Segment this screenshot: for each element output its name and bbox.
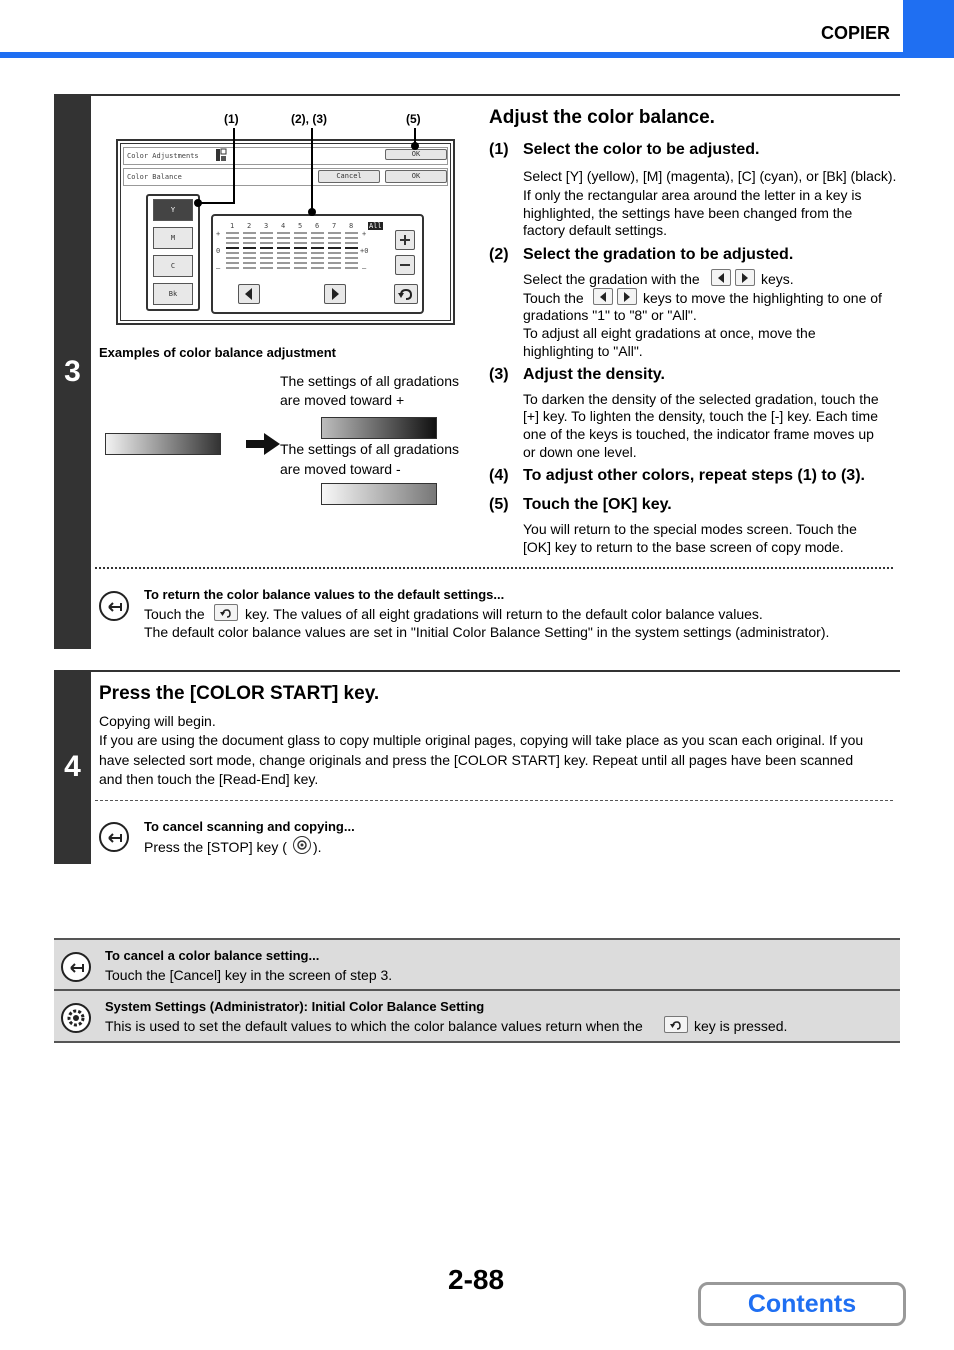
gradation-level bbox=[243, 232, 256, 234]
item5-line-1: You will return to the special modes screen. Touch the bbox=[523, 521, 857, 537]
step3-divider bbox=[95, 567, 893, 569]
gradation-level bbox=[226, 237, 239, 239]
step3-title: Adjust the color balance. bbox=[489, 107, 715, 128]
section-title: COPIER bbox=[820, 23, 890, 43]
grad-label-1: 1 bbox=[230, 222, 235, 230]
arrow-right-icon bbox=[739, 272, 751, 284]
grad-minus-left: – bbox=[216, 264, 221, 272]
item4-num: (4) bbox=[489, 467, 509, 484]
grad-minus-right: – bbox=[362, 264, 367, 272]
gradation-level bbox=[243, 242, 256, 244]
gradation-level bbox=[294, 237, 307, 239]
grad-label-5: 5 bbox=[298, 222, 303, 230]
gradation-level bbox=[311, 247, 324, 249]
gradation-level bbox=[294, 262, 307, 264]
gradation-level bbox=[226, 252, 239, 254]
item1-heading: Select the color to be adjusted. bbox=[523, 141, 760, 158]
item2-line-4: To adjust all eight gradations at once, move the bbox=[523, 325, 816, 341]
example-minus-line-1: The settings of all gradations bbox=[280, 441, 459, 457]
left-arrow-button[interactable] bbox=[238, 284, 260, 304]
gradation-level bbox=[277, 247, 290, 249]
gradation-level bbox=[277, 262, 290, 264]
gradient-minus bbox=[321, 483, 437, 505]
item2-line-1a: Select the gradation with the bbox=[523, 271, 700, 287]
gradation-level bbox=[328, 257, 341, 259]
gradation-level bbox=[328, 267, 341, 269]
contents-button[interactable]: Contents bbox=[698, 1282, 906, 1326]
gradation-level bbox=[294, 242, 307, 244]
gradation-level bbox=[243, 252, 256, 254]
gradation-column[interactable] bbox=[345, 232, 358, 272]
gradation-column[interactable] bbox=[226, 232, 239, 272]
step4-line-2: If you are using the document glass to copy multiple original pages, copying will take place as you scan each original. If you bbox=[99, 732, 864, 748]
gradation-column[interactable] bbox=[294, 232, 307, 272]
gradation-level bbox=[226, 232, 239, 234]
gradation-level bbox=[260, 242, 273, 244]
gradation-level bbox=[226, 262, 239, 264]
grad-zero-right: +0 bbox=[360, 247, 369, 255]
gradation-level bbox=[226, 242, 239, 244]
arrow-right-icon bbox=[621, 291, 633, 303]
gradation-level bbox=[345, 262, 358, 264]
callout-1-dot bbox=[194, 199, 202, 207]
gradation-level bbox=[328, 262, 341, 264]
step3-number: 3 bbox=[54, 94, 91, 649]
grad-label-7: 7 bbox=[332, 222, 337, 230]
gradation-level bbox=[277, 242, 290, 244]
screen-cancel-button[interactable]: Cancel bbox=[318, 170, 380, 183]
gradation-level bbox=[311, 257, 324, 259]
gradation-level bbox=[294, 252, 307, 254]
gradation-level bbox=[345, 257, 358, 259]
gradation-scale bbox=[216, 220, 386, 276]
step3-note-line-1b: key. The values of all eight gradations will return to the default color balance values. bbox=[245, 606, 763, 622]
gradation-level bbox=[311, 267, 324, 269]
color-balance-screen-inner bbox=[120, 143, 451, 321]
note1-text: Touch the [Cancel] key in the screen of step 3. bbox=[105, 967, 393, 983]
gradation-level bbox=[277, 257, 290, 259]
gradation-level bbox=[277, 267, 290, 269]
color-mode-icon bbox=[215, 148, 227, 162]
gradation-level bbox=[294, 267, 307, 269]
settings-gear-icon bbox=[61, 1003, 91, 1033]
step3-note-line-2: The default color balance values are set in "Initial Color Balance Setting" in the system settings (administrator). bbox=[144, 624, 830, 640]
arrow-right-icon bbox=[325, 285, 345, 303]
undo-icon bbox=[669, 1019, 683, 1031]
plus-button[interactable] bbox=[395, 230, 415, 250]
gradation-level bbox=[260, 237, 273, 239]
minus-button[interactable] bbox=[395, 255, 415, 275]
gradation-level bbox=[260, 252, 273, 254]
item1-line-4: factory default settings. bbox=[523, 222, 667, 238]
gradation-column[interactable] bbox=[277, 232, 290, 272]
arrow-left-icon bbox=[597, 291, 609, 303]
item5-num: (5) bbox=[489, 496, 509, 513]
example-plus-line-2: are moved toward + bbox=[280, 392, 405, 408]
gradation-level bbox=[294, 257, 307, 259]
item2-line-2b: keys to move the highlighting to one of bbox=[643, 290, 882, 306]
undo-icon bbox=[219, 607, 233, 619]
return-icon bbox=[99, 822, 129, 852]
step4-line-4: and then touch the [Read-End] key. bbox=[99, 771, 319, 787]
gradation-level bbox=[311, 262, 324, 264]
gradation-level bbox=[260, 247, 273, 249]
grad-zero-left: 0 bbox=[216, 247, 221, 255]
color-key-bk[interactable]: Bk bbox=[153, 283, 193, 305]
inline-reset-key bbox=[214, 604, 238, 621]
inline-left-key bbox=[711, 269, 731, 286]
return-icon bbox=[61, 952, 91, 982]
step4-note-line-b: ). bbox=[313, 839, 322, 855]
color-key-c[interactable]: C bbox=[153, 255, 193, 277]
item1-line-1: Select [Y] (yellow), [M] (magenta), [C] (cyan), or [Bk] (black). bbox=[523, 168, 897, 184]
gradient-plus bbox=[321, 417, 437, 439]
callout-1-line-h bbox=[197, 202, 235, 204]
gradation-column[interactable] bbox=[328, 232, 341, 272]
gradation-column[interactable] bbox=[243, 232, 256, 272]
grad-label-2: 2 bbox=[247, 222, 252, 230]
gradation-column[interactable] bbox=[260, 232, 273, 272]
gradation-level bbox=[277, 237, 290, 239]
item3-num: (3) bbox=[489, 366, 509, 383]
arrow-right-icon bbox=[246, 433, 282, 455]
callout-5: (5) bbox=[406, 112, 421, 126]
step3-top-rule bbox=[54, 94, 900, 96]
item2-heading: Select the gradation to be adjusted. bbox=[523, 246, 794, 263]
item2-line-3: gradations "1" to "8" or "All". bbox=[523, 307, 697, 323]
callout-2-3: (2), (3) bbox=[291, 112, 327, 126]
gradient-original bbox=[105, 433, 221, 455]
item1-num: (1) bbox=[489, 141, 509, 158]
page-number: 2-88 bbox=[448, 1264, 505, 1295]
step4-line-1: Copying will begin. bbox=[99, 713, 216, 729]
inline-left-key-2 bbox=[593, 288, 613, 305]
item3-line-1: To darken the density of the selected gradation, touch the bbox=[523, 391, 879, 407]
gradation-level bbox=[226, 247, 239, 249]
callout-2-line bbox=[311, 128, 313, 212]
gradation-level bbox=[226, 267, 239, 269]
gradation-level bbox=[243, 237, 256, 239]
screen-ok-button[interactable]: OK bbox=[385, 170, 447, 183]
callout-1-line bbox=[233, 128, 235, 204]
gradation-level bbox=[243, 267, 256, 269]
example-plus-line-1: The settings of all gradations bbox=[280, 373, 459, 389]
inline-right-key-2 bbox=[617, 288, 637, 305]
step4-title: Press the [COLOR START] key. bbox=[99, 683, 380, 704]
gradation-level bbox=[345, 252, 358, 254]
color-key-m[interactable]: M bbox=[153, 227, 193, 249]
grad-label-8: 8 bbox=[349, 222, 354, 230]
item3-line-3: one of the keys is touched, the indicator frame moves up bbox=[523, 426, 874, 442]
gradation-level bbox=[345, 237, 358, 239]
plus-icon bbox=[396, 231, 414, 249]
minus-icon bbox=[396, 256, 414, 274]
gradation-level bbox=[328, 237, 341, 239]
note2-title: System Settings (Administrator): Initial Color Balance Setting bbox=[105, 999, 485, 1014]
step4-top-rule bbox=[54, 670, 900, 672]
right-arrow-button[interactable] bbox=[324, 284, 346, 304]
item2-line-1b: keys. bbox=[761, 271, 794, 287]
item1-line-3: highlighted, the settings have been changed from the bbox=[523, 205, 853, 221]
gradation-level bbox=[328, 232, 341, 234]
step4-line-3: have selected sort mode, change originals and press the [COLOR START] key. Repeat until all pages have been scanned bbox=[99, 752, 854, 768]
inline-right-key bbox=[735, 269, 755, 286]
arrow-left-icon bbox=[715, 272, 727, 284]
inline-reset-key bbox=[664, 1016, 688, 1033]
item5-line-2: [OK] key to return to the base screen of copy mode. bbox=[523, 539, 844, 555]
note2-text-b: key is pressed. bbox=[694, 1018, 788, 1034]
item3-heading: Adjust the density. bbox=[523, 366, 665, 383]
item3-line-4: or down one level. bbox=[523, 444, 637, 460]
gradation-level bbox=[260, 267, 273, 269]
item4-heading: To adjust other colors, repeat steps (1) to (3). bbox=[523, 467, 865, 484]
step4-divider bbox=[95, 800, 893, 801]
gradation-level bbox=[260, 257, 273, 259]
item2-num: (2) bbox=[489, 246, 509, 263]
grad-plus-right: + bbox=[362, 230, 367, 238]
gradation-level bbox=[311, 232, 324, 234]
arrow-left-icon bbox=[239, 285, 259, 303]
color-key-y[interactable]: Y bbox=[153, 199, 193, 221]
step3-note-line-1a: Touch the bbox=[144, 606, 205, 622]
item1-line-2: If only the rectangular area around the letter in a key is bbox=[523, 187, 862, 203]
callout-1: (1) bbox=[224, 112, 239, 126]
gradation-level bbox=[328, 242, 341, 244]
item3-line-2: [+] key. To lighten the density, touch the [-] key. Each time bbox=[523, 408, 878, 424]
gradation-level bbox=[328, 247, 341, 249]
gradation-level bbox=[226, 257, 239, 259]
note2-bottom-rule bbox=[54, 1041, 900, 1043]
gradation-level bbox=[294, 232, 307, 234]
gradation-level bbox=[345, 247, 358, 249]
note2-text-a: This is used to set the default values to which the color balance values return when the bbox=[105, 1018, 643, 1034]
gradation-level bbox=[294, 247, 307, 249]
gradation-level bbox=[277, 252, 290, 254]
gradation-level bbox=[345, 267, 358, 269]
header-rule bbox=[0, 52, 954, 58]
gradation-level bbox=[260, 262, 273, 264]
gradation-level bbox=[345, 242, 358, 244]
gradation-level bbox=[311, 237, 324, 239]
step3-note-title: To return the color balance values to the default settings... bbox=[144, 587, 505, 602]
header-tab bbox=[903, 0, 954, 58]
grad-label-6: 6 bbox=[315, 222, 320, 230]
gradation-level bbox=[328, 252, 341, 254]
example-minus-line-2: are moved toward - bbox=[280, 461, 401, 477]
item5-heading: Touch the [OK] key. bbox=[523, 496, 672, 513]
screen-title-balance: Color Balance bbox=[127, 173, 182, 181]
gradation-column[interactable] bbox=[311, 232, 324, 272]
gradation-level bbox=[243, 257, 256, 259]
gradation-level bbox=[345, 232, 358, 234]
reset-button[interactable] bbox=[394, 284, 418, 304]
grad-plus-left: + bbox=[216, 230, 221, 238]
gradation-level bbox=[243, 247, 256, 249]
screen-ok-top-button[interactable]: OK bbox=[385, 149, 447, 160]
return-icon bbox=[99, 591, 129, 621]
callout-2-dot bbox=[308, 208, 316, 216]
grad-label-all[interactable]: All bbox=[369, 222, 382, 230]
grad-label-3: 3 bbox=[264, 222, 269, 230]
item2-line-5: highlighting to "All". bbox=[523, 343, 643, 359]
step4-note-title: To cancel scanning and copying... bbox=[144, 819, 355, 834]
callout-5-dot bbox=[411, 142, 419, 150]
gradation-level bbox=[260, 232, 273, 234]
gradation-level bbox=[311, 252, 324, 254]
item2-line-2a: Touch the bbox=[523, 290, 584, 306]
grad-label-4: 4 bbox=[281, 222, 286, 230]
step4-note-line-a: Press the [STOP] key ( bbox=[144, 839, 287, 855]
note1-title: To cancel a color balance setting... bbox=[105, 948, 320, 963]
gradation-level bbox=[311, 242, 324, 244]
undo-icon bbox=[395, 285, 417, 303]
step4-number: 4 bbox=[54, 670, 91, 864]
gradation-level bbox=[277, 232, 290, 234]
screen-title-adjustments: Color Adjustments bbox=[127, 152, 199, 160]
gradation-level bbox=[243, 262, 256, 264]
examples-title: Examples of color balance adjustment bbox=[99, 345, 336, 360]
stop-key-icon bbox=[293, 836, 311, 854]
